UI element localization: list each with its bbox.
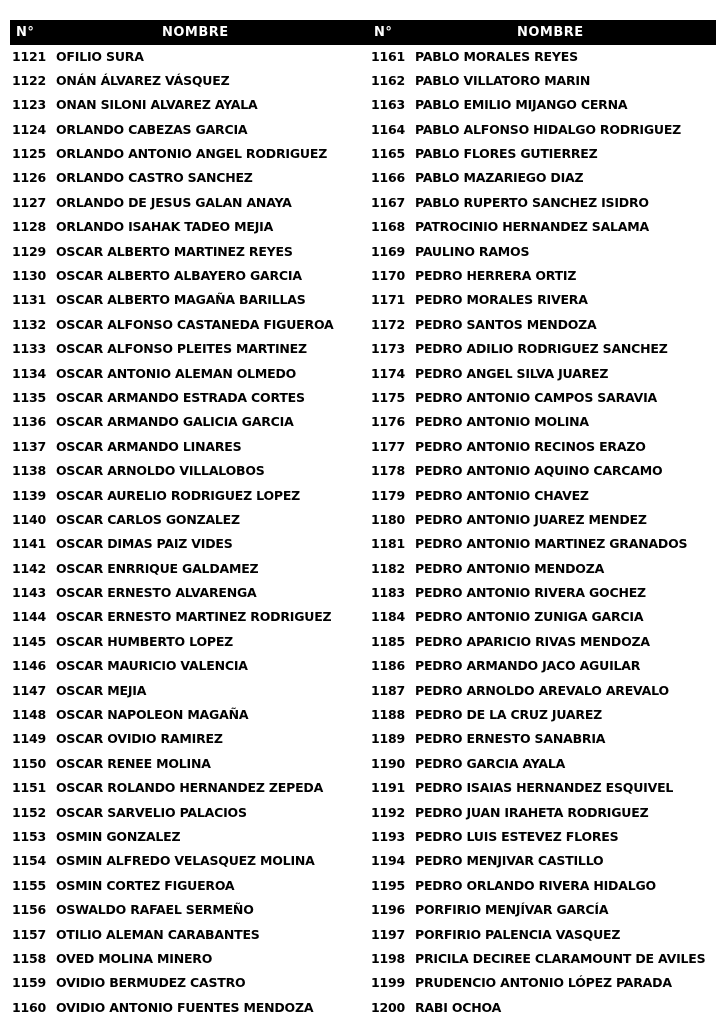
- row-name: PEDRO LUIS ESTEVEZ FLORES: [415, 829, 619, 844]
- table-row: [12, 313, 360, 337]
- row-name: PORFIRIO PALENCIA VASQUEZ: [415, 926, 621, 942]
- table-row: [371, 971, 716, 995]
- row-number: 1149: [12, 731, 46, 747]
- row-number: 1146: [12, 658, 46, 674]
- row-number: 1132: [12, 316, 46, 332]
- row-name: PRUDENCIO ANTONIO LÓPEZ PARADA: [415, 975, 672, 991]
- row-number: 1176: [371, 414, 405, 430]
- row-number: 1156: [12, 902, 46, 918]
- table-row: [371, 459, 716, 483]
- table-row: [12, 557, 360, 581]
- row-number: 1166: [371, 170, 405, 186]
- table-row: [371, 605, 716, 629]
- table-row: [12, 874, 360, 898]
- row-number: 1152: [12, 804, 46, 820]
- table-row: [371, 703, 716, 727]
- row-number: 1192: [371, 804, 405, 820]
- row-number: 1173: [371, 341, 405, 357]
- row-number: 1183: [371, 585, 405, 601]
- row-name: PABLO ALFONSO HIDALGO RODRIGUEZ: [415, 121, 682, 137]
- row-number: 1171: [371, 292, 405, 308]
- row-name: PEDRO ADILIO RODRIGUEZ SANCHEZ: [415, 341, 668, 357]
- table-row: [12, 679, 360, 703]
- row-name: ORLANDO ANTONIO ANGEL RODRIGUEZ: [56, 146, 328, 162]
- table-row: [371, 386, 716, 410]
- row-name: OVIDIO BERMUDEZ CASTRO: [56, 975, 246, 991]
- row-number: 1123: [12, 97, 46, 113]
- row-name: PEDRO GARCIA AYALA: [415, 755, 566, 771]
- table-row: [12, 484, 360, 508]
- row-number: 1185: [371, 633, 405, 649]
- row-number: 1168: [371, 219, 405, 235]
- table-row: [12, 947, 360, 971]
- right-column: [371, 45, 716, 1021]
- table-row: [371, 240, 716, 264]
- row-name: PEDRO ANTONIO CAMPOS SARAVIA: [415, 389, 658, 405]
- table-row: [371, 69, 716, 93]
- table-row: [12, 605, 360, 629]
- row-number: 1151: [12, 780, 46, 796]
- row-number: 1158: [12, 950, 46, 966]
- table-row: [12, 581, 360, 605]
- row-name: OSCAR ERNESTO ALVARENGA: [56, 585, 257, 601]
- row-name: PEDRO ANTONIO JUAREZ MENDEZ: [415, 511, 647, 527]
- row-number: 1121: [12, 48, 46, 64]
- table-row: [12, 288, 360, 312]
- table-row: [12, 337, 360, 361]
- table-row: [12, 362, 360, 386]
- row-name: PRICILA DECIREE CLARAMOUNT DE AVILES: [415, 950, 706, 966]
- row-name: OSCAR SARVELIO PALACIOS: [56, 804, 247, 820]
- row-number: 1179: [371, 487, 405, 503]
- table-row: [371, 410, 716, 434]
- row-number: 1125: [12, 146, 46, 162]
- row-name: PEDRO SANTOS MENDOZA: [415, 316, 597, 332]
- header-number-right: N°: [374, 25, 393, 40]
- table-row: [371, 654, 716, 678]
- row-number: 1174: [371, 365, 405, 381]
- row-name: PORFIRIO MENJÍVAR GARCÍA: [415, 902, 609, 918]
- row-number: 1178: [371, 463, 405, 479]
- table-row: [12, 703, 360, 727]
- table-row: [12, 508, 360, 532]
- row-number: 1137: [12, 438, 46, 454]
- row-number: 1129: [12, 243, 46, 259]
- table-row: [371, 849, 716, 873]
- table-row: [12, 459, 360, 483]
- row-number: 1122: [12, 72, 46, 88]
- table-header: [10, 20, 716, 45]
- table-row: [371, 93, 716, 117]
- row-name: PEDRO ARMANDO JACO AGUILAR: [415, 658, 641, 674]
- table-row: [371, 630, 716, 654]
- row-number: 1198: [371, 950, 405, 966]
- table-row: [12, 118, 360, 142]
- row-name: OSCAR ROLANDO HERNANDEZ ZEPEDA: [56, 780, 324, 796]
- row-name: OTILIO ALEMAN CARABANTES: [56, 926, 260, 942]
- row-name: OSCAR ALFONSO PLEITES MARTINEZ: [56, 341, 307, 357]
- row-name: OSCAR MEJIA: [56, 682, 147, 698]
- row-number: 1182: [371, 560, 405, 576]
- row-name: OVIDIO ANTONIO FUENTES MENDOZA: [56, 999, 314, 1015]
- row-name: PABLO MAZARIEGO DIAZ: [415, 170, 584, 186]
- row-name: PEDRO DE LA CRUZ JUAREZ: [415, 707, 603, 723]
- row-number: 1200: [371, 999, 405, 1015]
- table-row: [371, 679, 716, 703]
- row-number: 1190: [371, 755, 405, 771]
- row-name: PATROCINIO HERNANDEZ SALAMA: [415, 219, 649, 235]
- row-name: PEDRO HERRERA ORTIZ: [415, 268, 577, 284]
- row-number: 1130: [12, 268, 46, 284]
- table-row: [371, 752, 716, 776]
- row-number: 1127: [12, 194, 46, 210]
- table-row: [371, 435, 716, 459]
- table-row: [371, 142, 716, 166]
- table-row: [371, 337, 716, 361]
- row-name: PEDRO MENJIVAR CASTILLO: [415, 853, 604, 869]
- row-name: OSCAR ALBERTO MAGAÑA BARILLAS: [56, 292, 306, 308]
- table-row: [12, 240, 360, 264]
- table-row: [12, 69, 360, 93]
- table-row: [12, 971, 360, 995]
- row-number: 1194: [371, 853, 405, 869]
- row-name: PABLO EMILIO MIJANGO CERNA: [415, 97, 628, 113]
- table-row: [12, 264, 360, 288]
- row-name: OSMIN ALFREDO VELASQUEZ MOLINA: [56, 853, 315, 869]
- row-number: 1157: [12, 926, 46, 942]
- row-name: OSCAR ALFONSO CASTANEDA FIGUEROA: [56, 316, 334, 332]
- row-number: 1188: [371, 707, 405, 723]
- row-name: ORLANDO CABEZAS GARCIA: [56, 121, 248, 137]
- row-number: 1199: [371, 975, 405, 991]
- row-name: PEDRO ANTONIO AQUINO CARCAMO: [415, 463, 663, 479]
- row-number: 1143: [12, 585, 46, 601]
- row-number: 1169: [371, 243, 405, 259]
- table-row: [371, 288, 716, 312]
- row-number: 1154: [12, 853, 46, 869]
- header-name-left: NOMBRE: [162, 25, 229, 40]
- row-number: 1128: [12, 219, 46, 235]
- row-name: OSCAR ENRRIQUE GALDAMEZ: [56, 560, 259, 576]
- table-row: [371, 166, 716, 190]
- row-name: OSCAR ARMANDO LINARES: [56, 438, 242, 454]
- row-number: 1148: [12, 707, 46, 723]
- left-column: [12, 45, 360, 1021]
- row-number: 1187: [371, 682, 405, 698]
- row-name: OSCAR HUMBERTO LOPEZ: [56, 633, 234, 649]
- table-row: [371, 484, 716, 508]
- table-row: [12, 898, 360, 922]
- row-name: OSCAR MAURICIO VALENCIA: [56, 658, 248, 674]
- table-row: [12, 630, 360, 654]
- row-name: OSCAR ERNESTO MARTINEZ RODRIGUEZ: [56, 609, 332, 625]
- row-name: PEDRO ANGEL SILVA JUAREZ: [415, 365, 609, 381]
- table-row: [12, 386, 360, 410]
- row-number: 1181: [371, 536, 405, 552]
- row-name: ORLANDO ISAHAK TADEO MEJIA: [56, 219, 274, 235]
- table-row: [371, 996, 716, 1020]
- row-name: OVED MOLINA MINERO: [56, 950, 213, 966]
- table-row: [12, 654, 360, 678]
- row-number: 1164: [371, 121, 405, 137]
- row-number: 1184: [371, 609, 405, 625]
- row-name: OSCAR AURELIO RODRIGUEZ LOPEZ: [56, 487, 301, 503]
- row-name: PAULINO RAMOS: [415, 243, 530, 259]
- table-row: [371, 45, 716, 69]
- row-number: 1142: [12, 560, 46, 576]
- header-name-right: NOMBRE: [517, 25, 584, 40]
- row-number: 1136: [12, 414, 46, 430]
- table-row: [12, 849, 360, 873]
- table-row: [371, 215, 716, 239]
- row-number: 1145: [12, 633, 46, 649]
- table-row: [12, 435, 360, 459]
- row-name: OFILIO SURA: [56, 48, 144, 64]
- row-name: PEDRO ERNESTO SANABRIA: [415, 731, 606, 747]
- row-number: 1133: [12, 341, 46, 357]
- row-name: OSWALDO RAFAEL SERMEÑO: [56, 902, 254, 918]
- row-number: 1170: [371, 268, 405, 284]
- row-number: 1139: [12, 487, 46, 503]
- row-name: ORLANDO DE JESUS GALAN ANAYA: [56, 194, 292, 210]
- row-number: 1160: [12, 999, 46, 1015]
- table-row: [371, 581, 716, 605]
- row-number: 1195: [371, 877, 405, 893]
- table-row: [12, 801, 360, 825]
- row-name: OSCAR NAPOLEON MAGAÑA: [56, 707, 249, 723]
- table-row: [12, 532, 360, 556]
- row-name: OSCAR ALBERTO ALBAYERO GARCIA: [56, 268, 302, 284]
- table-row: [371, 727, 716, 751]
- row-number: 1135: [12, 389, 46, 405]
- table-row: [371, 362, 716, 386]
- table-row: [12, 166, 360, 190]
- row-name: PEDRO ANTONIO ZUNIGA GARCIA: [415, 609, 644, 625]
- row-name: OSCAR RENEE MOLINA: [56, 755, 211, 771]
- table-row: [12, 142, 360, 166]
- table-row: [371, 508, 716, 532]
- row-name: PEDRO ANTONIO MENDOZA: [415, 560, 605, 576]
- table-row: [371, 898, 716, 922]
- table-row: [12, 727, 360, 751]
- row-number: 1155: [12, 877, 46, 893]
- row-number: 1189: [371, 731, 405, 747]
- table-row: [12, 996, 360, 1020]
- row-name: PEDRO ORLANDO RIVERA HIDALGO: [415, 877, 656, 893]
- row-number: 1141: [12, 536, 46, 552]
- row-number: 1153: [12, 829, 46, 844]
- table-row: [12, 215, 360, 239]
- table-row: [371, 557, 716, 581]
- row-name: OSCAR ANTONIO ALEMAN OLMEDO: [56, 365, 297, 381]
- table-row: [371, 947, 716, 971]
- table-row: [371, 532, 716, 556]
- row-name: ORLANDO CASTRO SANCHEZ: [56, 170, 253, 186]
- row-number: 1150: [12, 755, 46, 771]
- row-number: 1191: [371, 780, 405, 796]
- table-row: [371, 118, 716, 142]
- row-number: 1138: [12, 463, 46, 479]
- row-name: PEDRO ANTONIO RECINOS ERAZO: [415, 438, 646, 454]
- table-row: [12, 776, 360, 800]
- row-name: PEDRO ISAIAS HERNANDEZ ESQUIVEL: [415, 780, 674, 796]
- row-name: ONÁN ÁLVAREZ VÁSQUEZ: [56, 72, 230, 88]
- row-name: OSCAR OVIDIO RAMIREZ: [56, 731, 223, 747]
- row-name: PEDRO ANTONIO MARTINEZ GRANADOS: [415, 536, 688, 552]
- row-number: 1140: [12, 511, 46, 527]
- row-number: 1147: [12, 682, 46, 698]
- table-row: [371, 264, 716, 288]
- table-row: [12, 410, 360, 434]
- row-number: 1124: [12, 121, 46, 137]
- row-number: 1161: [371, 48, 405, 64]
- table-row: [371, 874, 716, 898]
- table-row: [371, 776, 716, 800]
- row-number: 1165: [371, 146, 405, 162]
- table-row: [12, 93, 360, 117]
- row-number: 1167: [371, 194, 405, 210]
- table-row: [12, 191, 360, 215]
- row-name: PABLO MORALES REYES: [415, 48, 578, 64]
- row-name: OSMIN CORTEZ FIGUEROA: [56, 877, 235, 893]
- row-number: 1131: [12, 292, 46, 308]
- row-number: 1159: [12, 975, 46, 991]
- row-name: PABLO FLORES GUTIERREZ: [415, 146, 598, 162]
- row-name: OSMIN GONZALEZ: [56, 829, 181, 844]
- table-row: [12, 45, 360, 69]
- table-row: [12, 825, 360, 849]
- table-row: [12, 923, 360, 947]
- row-number: 1196: [371, 902, 405, 918]
- row-name: PEDRO ANTONIO RIVERA GOCHEZ: [415, 585, 646, 601]
- row-name: PEDRO JUAN IRAHETA RODRIGUEZ: [415, 804, 649, 820]
- row-number: 1163: [371, 97, 405, 113]
- row-number: 1126: [12, 170, 46, 186]
- table-row: [371, 191, 716, 215]
- row-number: 1186: [371, 658, 405, 674]
- row-number: 1193: [371, 829, 405, 844]
- row-number: 1177: [371, 438, 405, 454]
- row-number: 1134: [12, 365, 46, 381]
- table-row: [371, 923, 716, 947]
- row-name: PEDRO ANTONIO CHAVEZ: [415, 487, 589, 503]
- row-name: PEDRO MORALES RIVERA: [415, 292, 588, 308]
- row-number: 1175: [371, 389, 405, 405]
- table-row: [371, 801, 716, 825]
- row-name: OSCAR ARMANDO GALICIA GARCIA: [56, 414, 294, 430]
- row-number: 1197: [371, 926, 405, 942]
- table-row: [12, 752, 360, 776]
- row-name: OSCAR ARNOLDO VILLALOBOS: [56, 463, 265, 479]
- row-number: 1180: [371, 511, 405, 527]
- row-name: OSCAR CARLOS GONZALEZ: [56, 511, 240, 527]
- row-name: PABLO VILLATORO MARIN: [415, 72, 591, 88]
- row-name: ONAN SILONI ALVAREZ AYALA: [56, 97, 258, 113]
- row-name: RABI OCHOA: [415, 999, 502, 1015]
- row-number: 1172: [371, 316, 405, 332]
- row-name: PABLO RUPERTO SANCHEZ ISIDRO: [415, 194, 649, 210]
- row-name: PEDRO APARICIO RIVAS MENDOZA: [415, 633, 650, 649]
- row-name: OSCAR DIMAS PAIZ VIDES: [56, 536, 233, 552]
- row-number: 1162: [371, 72, 405, 88]
- row-name: OSCAR ARMANDO ESTRADA CORTES: [56, 389, 305, 405]
- table-row: [371, 825, 716, 849]
- table-row: [371, 313, 716, 337]
- row-name: PEDRO ARNOLDO AREVALO AREVALO: [415, 682, 669, 698]
- row-number: 1144: [12, 609, 46, 625]
- header-number-left: N°: [16, 25, 35, 40]
- row-name: PEDRO ANTONIO MOLINA: [415, 414, 589, 430]
- row-name: OSCAR ALBERTO MARTINEZ REYES: [56, 243, 293, 259]
